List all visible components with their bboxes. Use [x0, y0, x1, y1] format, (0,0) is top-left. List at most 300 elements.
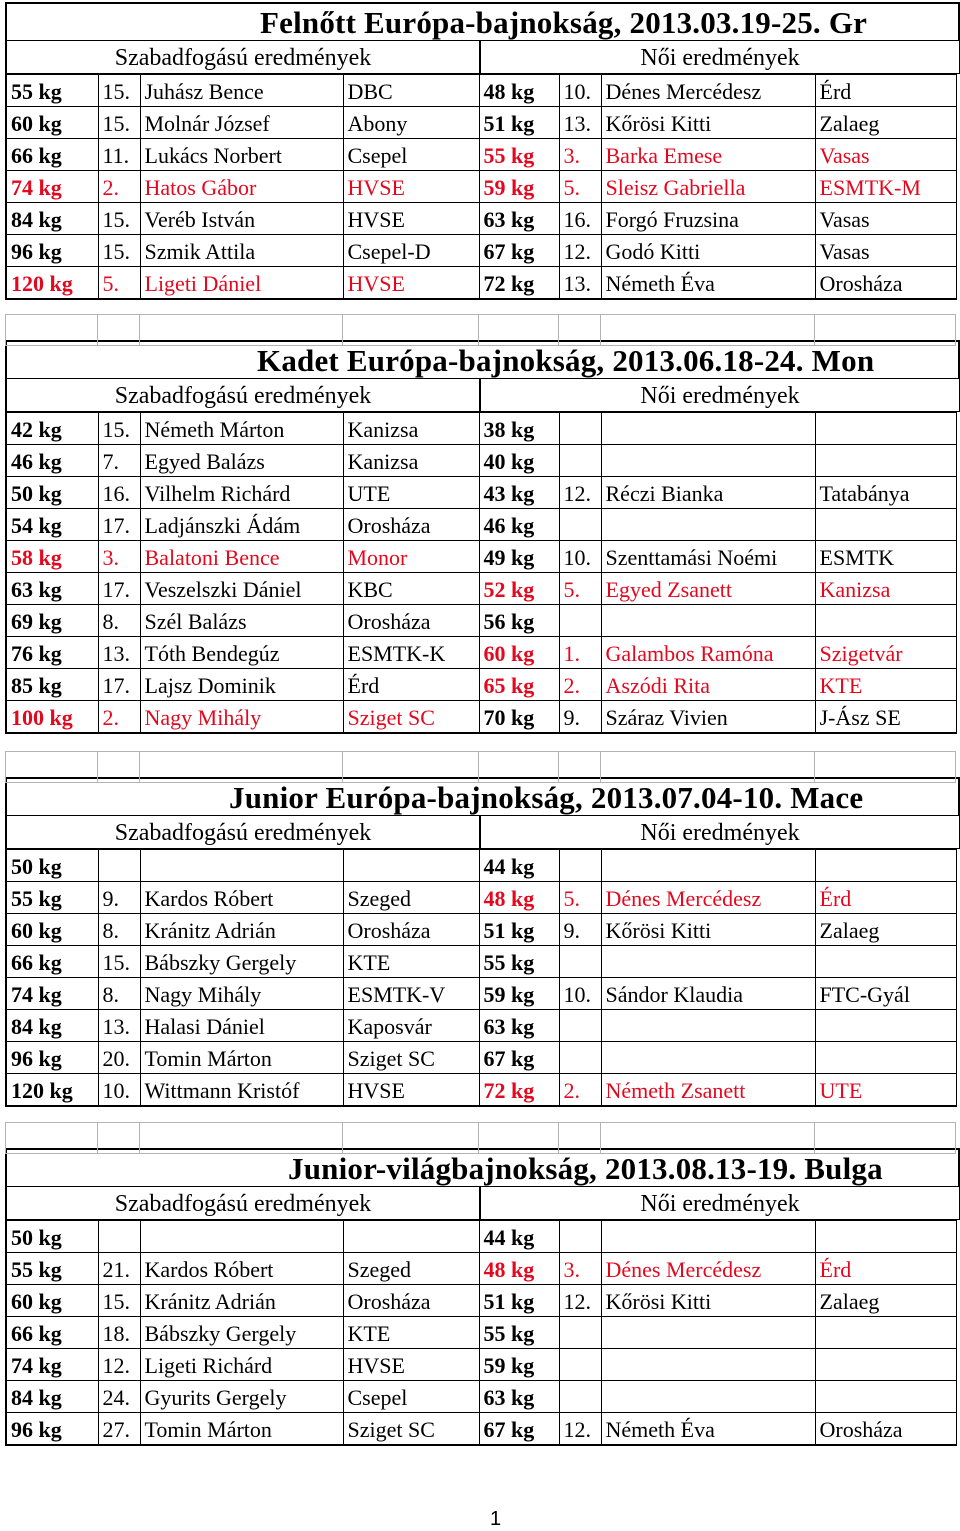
empty-cell — [478, 751, 559, 783]
weight-class-cell: 48 kg — [479, 1253, 559, 1285]
section-header-row — [5, 815, 960, 849]
placement-cell: 5. — [559, 882, 601, 914]
weight-class-cell: 76 kg — [6, 637, 98, 669]
placement-cell: 20. — [98, 1042, 140, 1074]
placement-cell: 8. — [98, 914, 140, 946]
weight-class-cell: 84 kg — [6, 1381, 98, 1413]
athlete-name-cell: Kránitz Adrián — [140, 1285, 343, 1317]
weight-class-cell: 65 kg — [479, 669, 559, 701]
placement-cell: 5. — [559, 171, 601, 203]
club-cell: HVSE — [343, 1349, 479, 1381]
athlete-name-cell — [601, 1349, 815, 1381]
table-row — [6, 509, 956, 541]
women-header: Női eredmények — [480, 378, 960, 412]
athlete-name-cell — [601, 946, 815, 978]
table-row — [6, 203, 956, 235]
placement-cell — [559, 1042, 601, 1074]
club-cell: ESMTK-K — [343, 637, 479, 669]
empty-cell — [5, 751, 98, 783]
weight-class-cell: 63 kg — [479, 1010, 559, 1042]
club-cell: Orosháza — [343, 1285, 479, 1317]
weight-class-cell: 50 kg — [6, 850, 98, 882]
table-row — [6, 1221, 956, 1253]
athlete-name-cell: Szmik Attila — [140, 235, 343, 267]
club-cell: Csepel-D — [343, 235, 479, 267]
placement-cell: 12. — [559, 1285, 601, 1317]
athlete-name-cell: Kőrösi Kitti — [601, 914, 815, 946]
placement-cell: 12. — [559, 1413, 601, 1446]
club-cell — [815, 445, 956, 477]
weight-class-cell: 66 kg — [6, 946, 98, 978]
placement-cell: 17. — [98, 573, 140, 605]
placement-cell: 2. — [98, 701, 140, 734]
athlete-name-cell: Tóth Bendegúz — [140, 637, 343, 669]
placement-cell: 10. — [559, 541, 601, 573]
placement-cell — [559, 509, 601, 541]
placement-cell: 7. — [98, 445, 140, 477]
placement-cell: 15. — [98, 203, 140, 235]
empty-cell — [558, 1122, 601, 1154]
club-cell: HVSE — [343, 171, 479, 203]
weight-class-cell: 72 kg — [479, 1074, 559, 1107]
table-row — [6, 267, 956, 300]
weight-class-cell: 67 kg — [479, 235, 559, 267]
club-cell — [815, 1349, 956, 1381]
athlete-name-cell: Balatoni Bence — [140, 541, 343, 573]
empty-cell — [342, 314, 479, 346]
table-row — [6, 1253, 956, 1285]
placement-cell: 2. — [559, 1074, 601, 1107]
club-cell: HVSE — [343, 267, 479, 300]
table-row — [6, 573, 956, 605]
club-cell: KTE — [343, 946, 479, 978]
empty-spacer-row — [5, 1122, 960, 1154]
placement-cell — [559, 445, 601, 477]
placement-cell — [559, 1317, 601, 1349]
empty-cell — [814, 751, 956, 783]
placement-cell — [559, 413, 601, 445]
placement-cell: 5. — [98, 267, 140, 300]
empty-cell — [558, 751, 601, 783]
placement-cell: 15. — [98, 107, 140, 139]
club-cell: Orosháza — [815, 267, 956, 300]
empty-cell — [342, 1122, 479, 1154]
club-cell: Kaposvár — [343, 1010, 479, 1042]
weight-class-cell: 69 kg — [6, 605, 98, 637]
empty-cell — [139, 751, 343, 783]
weight-class-cell: 72 kg — [479, 267, 559, 300]
table-row — [6, 946, 956, 978]
table-row — [6, 477, 956, 509]
club-cell: DBC — [343, 75, 479, 107]
club-cell: Abony — [343, 107, 479, 139]
weight-class-cell: 48 kg — [479, 882, 559, 914]
club-cell: KTE — [343, 1317, 479, 1349]
empty-cell — [814, 1122, 956, 1154]
weight-class-cell: 55 kg — [6, 882, 98, 914]
club-cell: J-Ász SE — [815, 701, 956, 734]
placement-cell: 15. — [98, 1285, 140, 1317]
weight-class-cell: 50 kg — [6, 1221, 98, 1253]
placement-cell: 13. — [98, 637, 140, 669]
table-row — [6, 1074, 956, 1107]
placement-cell: 9. — [559, 914, 601, 946]
weight-class-cell: 63 kg — [479, 1381, 559, 1413]
placement-cell: 24. — [98, 1381, 140, 1413]
athlete-name-cell: Egyed Balázs — [140, 445, 343, 477]
weight-class-cell: 42 kg — [6, 413, 98, 445]
table-row — [6, 541, 956, 573]
athlete-name-cell: Sleisz Gabriella — [601, 171, 815, 203]
table-row — [6, 1381, 956, 1413]
athlete-name-cell — [601, 1010, 815, 1042]
empty-cell — [558, 314, 601, 346]
club-cell: ESMTK-V — [343, 978, 479, 1010]
weight-class-cell: 84 kg — [6, 203, 98, 235]
club-cell — [815, 1010, 956, 1042]
athlete-name-cell: Németh Éva — [601, 1413, 815, 1446]
placement-cell: 3. — [98, 541, 140, 573]
weight-class-cell: 55 kg — [6, 1253, 98, 1285]
athlete-name-cell — [601, 850, 815, 882]
athlete-name-cell: Veréb István — [140, 203, 343, 235]
club-cell — [815, 850, 956, 882]
weight-class-cell: 85 kg — [6, 669, 98, 701]
club-cell: Vasas — [815, 139, 956, 171]
weight-class-cell: 60 kg — [6, 1285, 98, 1317]
athlete-name-cell: Ladjánszki Ádám — [140, 509, 343, 541]
placement-cell: 1. — [559, 637, 601, 669]
athlete-name-cell: Forgó Fruzsina — [601, 203, 815, 235]
placement-cell: 12. — [559, 477, 601, 509]
club-cell: Tatabánya — [815, 477, 956, 509]
placement-cell: 17. — [98, 669, 140, 701]
table-row — [6, 850, 956, 882]
placement-cell — [559, 850, 601, 882]
weight-class-cell: 54 kg — [6, 509, 98, 541]
club-cell: Monor — [343, 541, 479, 573]
weight-class-cell: 60 kg — [479, 637, 559, 669]
freestyle-header: Szabadfogású eredmények — [5, 40, 480, 74]
weight-class-cell: 74 kg — [6, 978, 98, 1010]
club-cell: HVSE — [343, 1074, 479, 1107]
athlete-name-cell — [601, 1317, 815, 1349]
weight-class-cell: 96 kg — [6, 235, 98, 267]
club-cell: Szeged — [343, 1253, 479, 1285]
placement-cell: 8. — [98, 605, 140, 637]
club-cell: Sziget SC — [343, 701, 479, 734]
athlete-name-cell: Galambos Ramóna — [601, 637, 815, 669]
results-table — [5, 74, 957, 300]
athlete-name-cell: Vilhelm Richárd — [140, 477, 343, 509]
weight-class-cell: 120 kg — [6, 267, 98, 300]
club-cell — [815, 605, 956, 637]
table-row — [6, 701, 956, 734]
athlete-name-cell — [601, 509, 815, 541]
table-row — [6, 171, 956, 203]
section-title: Kadet Európa-bajnokság, 2013.06.18-24. Mon — [257, 343, 875, 378]
empty-cell — [478, 314, 559, 346]
weight-class-cell: 44 kg — [479, 850, 559, 882]
placement-cell: 16. — [559, 203, 601, 235]
athlete-name-cell: Szél Balázs — [140, 605, 343, 637]
page-number: 1 — [490, 1508, 502, 1530]
weight-class-cell: 74 kg — [6, 1349, 98, 1381]
empty-spacer-row — [5, 751, 960, 783]
athlete-name-cell: Kránitz Adrián — [140, 914, 343, 946]
club-cell — [815, 413, 956, 445]
weight-class-cell: 59 kg — [479, 978, 559, 1010]
weight-class-cell: 38 kg — [479, 413, 559, 445]
weight-class-cell: 100 kg — [6, 701, 98, 734]
club-cell — [815, 1042, 956, 1074]
athlete-name-cell: Kardos Róbert — [140, 1253, 343, 1285]
empty-cell — [139, 1122, 343, 1154]
club-cell — [815, 509, 956, 541]
placement-cell: 9. — [559, 701, 601, 734]
section-title: Junior-világbajnokság, 2013.08.13-19. Bulga — [288, 1151, 883, 1186]
placement-cell — [559, 946, 601, 978]
table-row — [6, 637, 956, 669]
athlete-name-cell — [601, 445, 815, 477]
placement-cell: 12. — [98, 1349, 140, 1381]
placement-cell — [98, 850, 140, 882]
table-row — [6, 669, 956, 701]
table-row — [6, 605, 956, 637]
athlete-name-cell — [601, 1381, 815, 1413]
club-cell: Érd — [815, 1253, 956, 1285]
placement-cell: 15. — [98, 946, 140, 978]
athlete-name-cell: Dénes Mercédesz — [601, 882, 815, 914]
results-table — [5, 412, 957, 734]
freestyle-header: Szabadfogású eredmények — [5, 378, 480, 412]
athlete-name-cell — [140, 1221, 343, 1253]
placement-cell — [98, 1221, 140, 1253]
section-header-row — [5, 40, 960, 74]
section-title-box — [5, 2, 960, 40]
athlete-name-cell: Molnár József — [140, 107, 343, 139]
weight-class-cell: 63 kg — [6, 573, 98, 605]
weight-class-cell: 84 kg — [6, 1010, 98, 1042]
athlete-name-cell: Hatos Gábor — [140, 171, 343, 203]
placement-cell: 27. — [98, 1413, 140, 1446]
women-header: Női eredmények — [480, 1186, 960, 1220]
club-cell: Sziget SC — [343, 1042, 479, 1074]
table-row — [6, 1317, 956, 1349]
table-row — [6, 413, 956, 445]
weight-class-cell: 49 kg — [479, 541, 559, 573]
weight-class-cell: 67 kg — [479, 1413, 559, 1446]
weight-class-cell: 96 kg — [6, 1413, 98, 1446]
women-header: Női eredmények — [480, 40, 960, 74]
athlete-name-cell: Godó Kitti — [601, 235, 815, 267]
weight-class-cell: 66 kg — [6, 1317, 98, 1349]
empty-cell — [814, 314, 956, 346]
club-cell: Sziget SC — [343, 1413, 479, 1446]
placement-cell: 2. — [98, 171, 140, 203]
placement-cell: 21. — [98, 1253, 140, 1285]
table-row — [6, 1349, 956, 1381]
placement-cell: 13. — [98, 1010, 140, 1042]
weight-class-cell: 55 kg — [479, 946, 559, 978]
placement-cell — [559, 1381, 601, 1413]
weight-class-cell: 55 kg — [479, 1317, 559, 1349]
club-cell: Érd — [815, 882, 956, 914]
weight-class-cell: 52 kg — [479, 573, 559, 605]
club-cell: Szeged — [343, 882, 479, 914]
table-row — [6, 1285, 956, 1317]
club-cell: Vasas — [815, 235, 956, 267]
section-header-row — [5, 1186, 960, 1220]
club-cell — [343, 850, 479, 882]
placement-cell: 10. — [559, 978, 601, 1010]
weight-class-cell: 55 kg — [479, 139, 559, 171]
table-row — [6, 445, 956, 477]
club-cell: Szigetvár — [815, 637, 956, 669]
weight-class-cell: 55 kg — [6, 75, 98, 107]
club-cell — [815, 1381, 956, 1413]
club-cell: Orosháza — [343, 914, 479, 946]
club-cell: Csepel — [343, 139, 479, 171]
athlete-name-cell: Kardos Róbert — [140, 882, 343, 914]
weight-class-cell: 66 kg — [6, 139, 98, 171]
club-cell: ESMTK — [815, 541, 956, 573]
club-cell: Orosháza — [343, 605, 479, 637]
placement-cell: 16. — [98, 477, 140, 509]
placement-cell: 18. — [98, 1317, 140, 1349]
section-title: Junior Európa-bajnokság, 2013.07.04-10. Mace — [229, 780, 864, 815]
table-row — [6, 978, 956, 1010]
athlete-name-cell: Kőrösi Kitti — [601, 1285, 815, 1317]
placement-cell — [559, 605, 601, 637]
athlete-name-cell: Gyurits Gergely — [140, 1381, 343, 1413]
club-cell — [815, 946, 956, 978]
club-cell: Kanizsa — [815, 573, 956, 605]
placement-cell: 13. — [559, 107, 601, 139]
table-row — [6, 1413, 956, 1446]
empty-cell — [600, 751, 815, 783]
placement-cell: 9. — [98, 882, 140, 914]
placement-cell — [559, 1010, 601, 1042]
club-cell: UTE — [815, 1074, 956, 1107]
placement-cell: 15. — [98, 235, 140, 267]
athlete-name-cell: Szenttamási Noémi — [601, 541, 815, 573]
placement-cell — [559, 1221, 601, 1253]
athlete-name-cell: Németh Zsanett — [601, 1074, 815, 1107]
club-cell: Orosháza — [815, 1413, 956, 1446]
club-cell: FTC-Gyál — [815, 978, 956, 1010]
empty-cell — [342, 751, 479, 783]
placement-cell: 3. — [559, 1253, 601, 1285]
placement-cell: 2. — [559, 669, 601, 701]
table-row — [6, 1042, 956, 1074]
weight-class-cell: 44 kg — [479, 1221, 559, 1253]
placement-cell: 13. — [559, 267, 601, 300]
athlete-name-cell: Németh Éva — [601, 267, 815, 300]
club-cell: HVSE — [343, 203, 479, 235]
athlete-name-cell: Veszelszki Dániel — [140, 573, 343, 605]
empty-cell — [478, 1122, 559, 1154]
weight-class-cell: 51 kg — [479, 1285, 559, 1317]
athlete-name-cell: Dénes Mercédesz — [601, 1253, 815, 1285]
club-cell: Orosháza — [343, 509, 479, 541]
women-header: Női eredmények — [480, 815, 960, 849]
athlete-name-cell — [601, 413, 815, 445]
club-cell: Zalaeg — [815, 1285, 956, 1317]
athlete-name-cell: Sándor Klaudia — [601, 978, 815, 1010]
club-cell: UTE — [343, 477, 479, 509]
athlete-name-cell: Bábszky Gergely — [140, 1317, 343, 1349]
athlete-name-cell: Tomin Márton — [140, 1042, 343, 1074]
table-row — [6, 139, 956, 171]
club-cell: Érd — [343, 669, 479, 701]
club-cell: Kanizsa — [343, 445, 479, 477]
weight-class-cell: 74 kg — [6, 171, 98, 203]
club-cell — [343, 1221, 479, 1253]
club-cell: Zalaeg — [815, 107, 956, 139]
athlete-name-cell: Bábszky Gergely — [140, 946, 343, 978]
results-table — [5, 849, 957, 1107]
empty-cell — [97, 751, 140, 783]
weight-class-cell: 51 kg — [479, 107, 559, 139]
weight-class-cell: 63 kg — [479, 203, 559, 235]
athlete-name-cell: Tomin Márton — [140, 1413, 343, 1446]
club-cell: Vasas — [815, 203, 956, 235]
club-cell — [815, 1317, 956, 1349]
athlete-name-cell: Lajsz Dominik — [140, 669, 343, 701]
athlete-name-cell: Dénes Mercédesz — [601, 75, 815, 107]
placement-cell — [559, 1349, 601, 1381]
weight-class-cell: 50 kg — [6, 477, 98, 509]
placement-cell: 15. — [98, 75, 140, 107]
athlete-name-cell: Lukács Norbert — [140, 139, 343, 171]
placement-cell: 11. — [98, 139, 140, 171]
empty-cell — [600, 314, 815, 346]
table-row — [6, 107, 956, 139]
section-title: Felnőtt Európa-bajnokság, 2013.03.19-25. Gr — [260, 5, 868, 40]
table-row — [6, 1010, 956, 1042]
athlete-name-cell: Wittmann Kristóf — [140, 1074, 343, 1107]
empty-cell — [5, 314, 98, 346]
weight-class-cell: 56 kg — [479, 605, 559, 637]
club-cell: Csepel — [343, 1381, 479, 1413]
weight-class-cell: 70 kg — [479, 701, 559, 734]
table-row — [6, 75, 956, 107]
athlete-name-cell: Száraz Vivien — [601, 701, 815, 734]
athlete-name-cell — [601, 605, 815, 637]
club-cell: Érd — [815, 75, 956, 107]
athlete-name-cell: Barka Emese — [601, 139, 815, 171]
weight-class-cell: 60 kg — [6, 107, 98, 139]
weight-class-cell: 46 kg — [479, 509, 559, 541]
athlete-name-cell: Nagy Mihály — [140, 978, 343, 1010]
weight-class-cell: 58 kg — [6, 541, 98, 573]
empty-spacer-row — [5, 314, 960, 346]
placement-cell: 8. — [98, 978, 140, 1010]
club-cell — [815, 1221, 956, 1253]
empty-cell — [600, 1122, 815, 1154]
weight-class-cell: 48 kg — [479, 75, 559, 107]
empty-cell — [139, 314, 343, 346]
athlete-name-cell: Németh Márton — [140, 413, 343, 445]
table-row — [6, 882, 956, 914]
weight-class-cell: 96 kg — [6, 1042, 98, 1074]
weight-class-cell: 59 kg — [479, 171, 559, 203]
weight-class-cell: 43 kg — [479, 477, 559, 509]
athlete-name-cell: Egyed Zsanett — [601, 573, 815, 605]
placement-cell: 3. — [559, 139, 601, 171]
athlete-name-cell: Aszódi Rita — [601, 669, 815, 701]
